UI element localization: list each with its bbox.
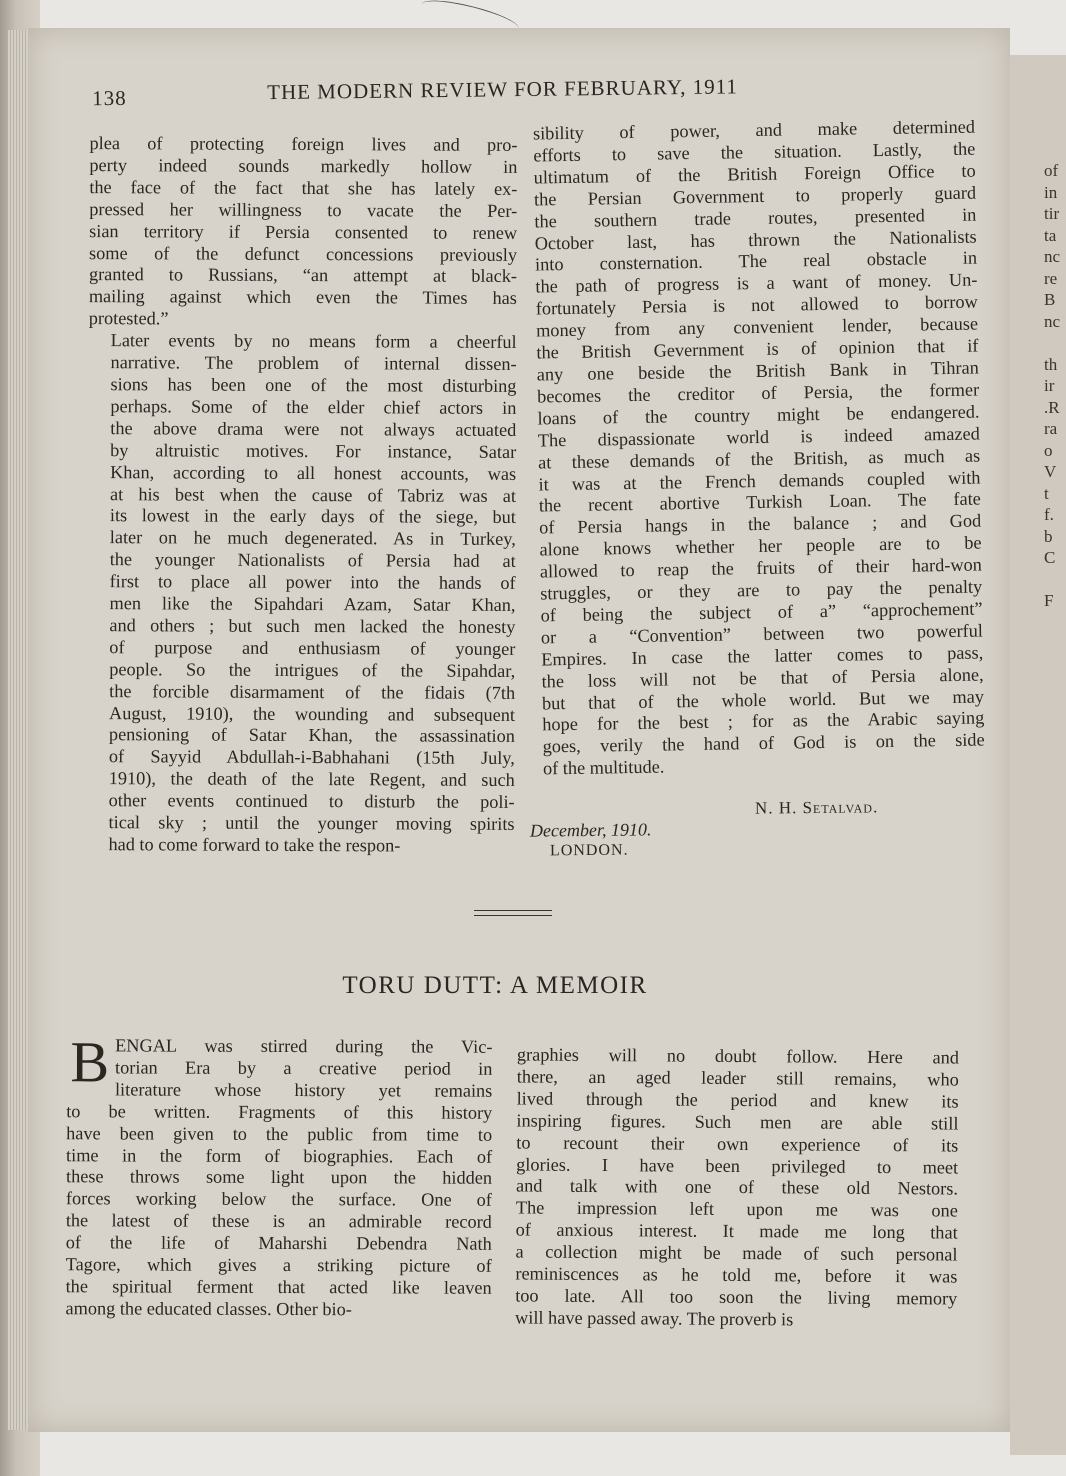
column-2: [533, 117, 985, 781]
text-line: had to come forward to take the respon-: [108, 834, 401, 856]
text-line: hope for the best ; for as the Arabic saying: [542, 707, 985, 735]
text-line: struggles, or they are to pay the penalty: [540, 576, 983, 604]
fragment-line: .R: [1044, 397, 1060, 417]
text-line: alone knows whether her people are to be: [539, 532, 982, 560]
text-line: allowed to reap the fruits of their hard-won: [539, 554, 983, 582]
text-line: fortunately Persia is not allowed to borrow: [535, 291, 978, 319]
text-line: sibility of power, and make determined: [532, 116, 976, 144]
fragment-line: nc: [1044, 311, 1061, 331]
text-line: the forcible disarmament of the fidais (7th: [109, 680, 516, 703]
text-line: and talk with one of these old Nestors.: [515, 1175, 959, 1199]
text-line: time in the form of biographies. Each of: [66, 1144, 493, 1167]
text-line: money from any convenient lender, because: [535, 313, 979, 341]
fragment-line: tir: [1044, 204, 1060, 223]
text-line: of Persia hangs in the balance ; and God: [539, 510, 982, 538]
page-number: 138: [92, 85, 127, 111]
text-line: the loss will not be that of Persia alone,: [541, 664, 984, 692]
fragment-line: t: [1044, 483, 1049, 503]
dateline: December, 1910.: [529, 819, 652, 841]
text-line: Empires. In case the latter comes to pass,: [541, 642, 984, 670]
text-line: 1910), the death of the late Regent, and such: [108, 768, 515, 791]
text-line: of Sayyid Abdullah-i-Babhahani (15th July,: [108, 746, 515, 769]
text-line: its lowest in the early days of the siege, but: [109, 505, 516, 528]
text-line: these throws some light upon the hidden: [65, 1166, 493, 1189]
text-line: later on he much degenerated. As in Turkey,: [109, 527, 516, 550]
text-line: and others ; but such men lacked the honesty: [109, 615, 516, 637]
fragment-line: ta: [1044, 225, 1057, 245]
fragment-line: ir: [1044, 376, 1055, 395]
text-line: mailing against which even the Times has: [88, 286, 517, 309]
fragment-line: o: [1044, 440, 1053, 460]
text-line: ultimatum of the British Foreign Office to: [533, 160, 976, 188]
text-line: perty indeed sounds markedly hollow in: [89, 154, 518, 177]
fragment-line: re: [1044, 268, 1058, 288]
text-line: the above drama were not always actuated: [110, 417, 517, 440]
text-line: reminiscences as he told me, before it was: [515, 1263, 958, 1287]
text-line: inspiring figures. Such men are able still: [516, 1110, 959, 1134]
text-line: the British Gevernment is of opinion that if: [536, 335, 979, 363]
text-line: at his best when the cause of Tabriz was at: [109, 483, 517, 506]
text-line: first to place all power into the hands of: [109, 571, 516, 594]
text-line: August, 1910), the wounding and subsequent: [109, 702, 516, 725]
fragment-line: C: [1044, 548, 1056, 567]
journal-title: THE MODERN REVIEW FOR FEBRUARY, 1911: [267, 74, 739, 105]
fragment-line: ra: [1044, 419, 1058, 438]
text-line: the Persian Government to properly guard: [533, 182, 977, 210]
text-line: sions has been one of the most disturbing: [110, 374, 517, 396]
fragment-line: of: [1044, 161, 1059, 180]
text-line: will have passed away. The proverb is: [515, 1307, 794, 1330]
text-line: torian Era by a creative period in: [115, 1057, 493, 1079]
text-line: protested.”: [88, 308, 169, 329]
text-line: the path of progress is a want of money. Un-: [535, 269, 978, 297]
text-line: pressed her willingness to vacate the Per-: [89, 198, 518, 221]
text-line: a collection might be made of such personal: [515, 1241, 958, 1265]
text-line: at these demands of the British, as much as: [538, 445, 981, 473]
text-line: among the educated classes. Other bio-: [65, 1298, 352, 1320]
text-line: people. So the intrigues of the Sipahdar,: [109, 658, 516, 681]
text-line: graphies will no doubt follow. Here and: [516, 1044, 959, 1068]
fragment-line: th: [1044, 354, 1058, 374]
text-line: into consternation. The real obstacle in: [534, 247, 978, 275]
text-line: forces working below the surface. One of: [65, 1188, 492, 1211]
text-line: to be written. Fragments of this history: [66, 1100, 493, 1123]
fragment-line: [1010, 332, 1066, 354]
text-line: other events continued to disturb the poli-: [108, 790, 515, 813]
text-line: the face of the fact that she has lately ex-: [89, 176, 518, 199]
text-line: men like the Sipahdari Azam, Satar Khan,: [109, 593, 516, 615]
fragment-line: b: [1044, 526, 1053, 546]
text-line: The dispassionate world is indeed amazed: [537, 423, 980, 451]
text-line: narrative. The problem of internal dissen-: [110, 352, 517, 374]
text-line: efforts to save the situation. Lastly, the: [533, 138, 976, 166]
text-line: too late. All too soon the living memory: [515, 1285, 958, 1309]
text-line: perhaps. Some of the elder chief actors in: [110, 396, 517, 418]
author-signature: N. H. Setalvad.: [754, 797, 879, 818]
next-page-fragment: [1010, 55, 1066, 1455]
drop-cap: B: [70, 1029, 110, 1095]
text-line: The impression left upon me was one: [515, 1197, 958, 1221]
text-line: sian territory if Persia consented to renew: [89, 220, 518, 243]
fragment-line: F: [1044, 591, 1054, 610]
text-line: the spiritual ferment that acted like leaven: [65, 1276, 492, 1298]
text-line: but that of the whole world. But we may: [541, 686, 985, 714]
text-line: October last, has thrown the Nationalists: [534, 226, 977, 254]
text-line: loans of the country might be endangered.: [537, 401, 980, 429]
text-line: of being the subject of a” “approchement”: [540, 598, 983, 626]
text-line: of the life of Maharshi Debendra Nath: [65, 1232, 492, 1254]
fragment-line: V: [1044, 462, 1057, 481]
column-3: [65, 1029, 493, 1321]
text-line: the younger Nationalists of Persia had at: [109, 549, 516, 572]
fragment-line: in: [1044, 182, 1058, 202]
text-line: pensioning of Satar Khan, the assassination: [108, 724, 515, 747]
text-line: some of the defunct concessions previously: [89, 242, 518, 265]
section-divider: [474, 910, 552, 916]
fragment-line: [1010, 633, 1066, 655]
text-line: lived through the period and knew its: [516, 1088, 959, 1112]
text-line: Khan, according to all honest accounts, was: [110, 461, 517, 484]
text-line: of the multitude.: [542, 756, 665, 779]
fragment-line: [1010, 612, 1066, 634]
text-line: glories. I have been privileged to meet: [516, 1153, 959, 1178]
text-line: have been given to the public from time to: [66, 1122, 493, 1145]
article-title: TORU DUTT: A MEMOIR: [342, 972, 648, 999]
text-line: to recount their own experience of its: [516, 1132, 959, 1156]
text-line: there, an aged leader still remains, who: [516, 1066, 959, 1090]
text-line: the southern trade routes, presented in: [534, 204, 977, 232]
text-line: goes, verily the hand of God is on the side: [542, 729, 985, 757]
column-1: [86, 133, 517, 858]
paragraph: [86, 330, 516, 858]
fragment-line: B: [1044, 290, 1056, 309]
place-line: LONDON.: [549, 841, 629, 860]
text-line: literature whose history yet remains: [114, 1079, 493, 1101]
text-line: the recent abortive Turkish Loan. The fate: [538, 488, 981, 516]
paragraph: [89, 133, 518, 332]
text-line: the latest of these is an admirable record: [65, 1210, 492, 1232]
text-line: it was at the French demands coupled with: [538, 467, 981, 494]
fragment-line: f.: [1044, 505, 1054, 524]
text-line: of purpose and enthusiasm of younger: [109, 637, 516, 659]
text-line: granted to Russians, “an attempt at black-: [88, 264, 518, 287]
text-line: ENGAL was stirred during the Vic-: [115, 1035, 493, 1057]
text-line: of anxious interest. It made me long that: [515, 1219, 958, 1243]
text-line: tical sky ; until the younger moving spirits: [108, 812, 515, 835]
text-line: by altruistic motives. For instance, Satar: [110, 439, 517, 462]
text-line: any one beside the British Bank in Tihran: [536, 357, 979, 385]
text-line: plea of protecting foreign lives and pro-: [89, 133, 518, 155]
text-line: Tagore, which gives a striking picture of: [65, 1254, 492, 1276]
text-line: Later events by no means form a cheerful: [110, 330, 517, 353]
fragment-line: [1010, 569, 1066, 591]
text-line: or a “Convention” between two powerful: [540, 620, 984, 648]
text-line: becomes the creditor of Persia, the former: [536, 379, 980, 407]
paragraph: [533, 117, 985, 781]
paragraph: [65, 1029, 493, 1321]
fragment-line: nc: [1044, 247, 1061, 266]
paragraph: [515, 1044, 959, 1332]
column-4: [515, 1044, 959, 1332]
